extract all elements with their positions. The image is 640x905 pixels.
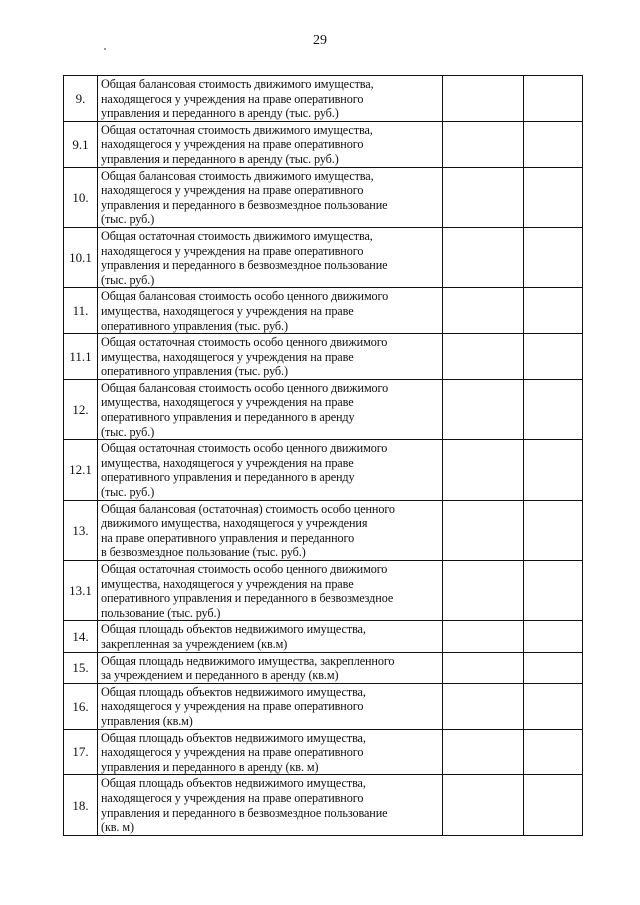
report-table	[63, 75, 583, 836]
value-cell-2	[524, 227, 583, 287]
description-line: движимого имущества, находящегося у учреждения	[101, 516, 368, 531]
description-line: Общая площадь объектов недвижимого имущества,	[101, 684, 366, 699]
description-line: имущества, находящегося у учреждения на праве	[101, 349, 354, 364]
value-cell-1	[443, 167, 524, 227]
value-cell-1	[443, 121, 524, 167]
row-description	[98, 561, 443, 621]
row-number: 11.1	[64, 334, 98, 380]
value-cell-2	[524, 621, 583, 652]
value-cell-1	[443, 288, 524, 334]
table-row	[64, 621, 583, 652]
row-number: 17.	[64, 729, 98, 775]
description-line: в безвозмездное пользование (тыс. руб.)	[101, 545, 306, 560]
value-cell-2	[524, 440, 583, 500]
table-row	[64, 76, 583, 122]
value-cell-2	[524, 561, 583, 621]
description-line: управления и переданного в аренду (тыс. руб.)	[101, 151, 339, 166]
description-line: (тыс. руб.)	[101, 272, 155, 287]
value-cell-2	[524, 76, 583, 122]
row-description	[98, 500, 443, 560]
description-line: Общая балансовая стоимость особо ценного движимого	[101, 380, 389, 395]
value-cell-2	[524, 652, 583, 683]
table-row	[64, 334, 583, 380]
table-row	[64, 729, 583, 775]
value-cell-2	[524, 121, 583, 167]
description-line: имущества, находящегося у учреждения на праве	[101, 576, 354, 591]
description-line: управления и переданного в аренду (тыс. руб.)	[101, 106, 339, 121]
row-description	[98, 440, 443, 500]
value-cell-2	[524, 683, 583, 729]
description-line: управления и переданного в безвозмездное пользование	[101, 258, 388, 273]
table-row	[64, 379, 583, 439]
table-row	[64, 683, 583, 729]
row-description	[98, 621, 443, 652]
description-line: на праве оперативного управления и переданного	[101, 530, 355, 545]
row-number: 13.1	[64, 561, 98, 621]
table-row	[64, 121, 583, 167]
value-cell-1	[443, 621, 524, 652]
description-line: управления и переданного в безвозмездное пользование	[101, 197, 388, 212]
row-description	[98, 729, 443, 775]
description-line: Общая остаточная стоимость движимого имущества,	[101, 122, 373, 137]
table-row	[64, 440, 583, 500]
description-line: Общая площадь объектов недвижимого имущества,	[101, 730, 366, 745]
description-line: (тыс. руб.)	[101, 212, 155, 227]
value-cell-1	[443, 775, 524, 835]
description-line: находящегося у учреждения на праве оперативного	[101, 91, 364, 106]
description-line: Общая балансовая стоимость движимого имущества,	[101, 168, 374, 183]
description-line: находящегося у учреждения на праве оперативного	[101, 183, 364, 198]
description-line: управления и переданного в безвозмездное пользование	[101, 805, 388, 820]
table-row	[64, 227, 583, 287]
value-cell-2	[524, 775, 583, 835]
description-line: оперативного управления и переданного в аренду	[101, 410, 355, 425]
row-number: 11.	[64, 288, 98, 334]
page-number: 29	[313, 33, 327, 48]
row-description	[98, 288, 443, 334]
description-line: Общая остаточная стоимость особо ценного движимого	[101, 335, 388, 350]
description-line: Общая площадь объектов недвижимого имущества,	[101, 776, 366, 791]
description-line: имущества, находящегося у учреждения на праве	[101, 303, 354, 318]
value-cell-1	[443, 683, 524, 729]
description-line: находящегося у учреждения на праве оперативного	[101, 137, 364, 152]
report-table-body	[64, 76, 583, 836]
description-line: закрепленная за учреждением (кв.м)	[101, 636, 288, 651]
table-row	[64, 288, 583, 334]
description-line: Общая балансовая (остаточная) стоимость особо ценного	[101, 501, 395, 516]
value-cell-2	[524, 729, 583, 775]
description-line: (тыс. руб.)	[101, 485, 155, 500]
row-number: 16.	[64, 683, 98, 729]
row-description	[98, 652, 443, 683]
description-line: Общая балансовая стоимость особо ценного движимого	[101, 289, 389, 304]
row-number: 18.	[64, 775, 98, 835]
description-line: оперативного управления и переданного в безвозмездное	[101, 591, 394, 606]
row-number: 9.	[64, 76, 98, 122]
value-cell-2	[524, 167, 583, 227]
row-description	[98, 76, 443, 122]
table-row	[64, 561, 583, 621]
row-description	[98, 379, 443, 439]
description-line: Общая остаточная стоимость особо ценного движимого	[101, 562, 388, 576]
description-line: управления и переданного в аренду (кв. м)	[101, 759, 319, 774]
row-description	[98, 121, 443, 167]
value-cell-1	[443, 76, 524, 122]
row-description	[98, 167, 443, 227]
value-cell-2	[524, 500, 583, 560]
value-cell-2	[524, 334, 583, 380]
description-line: оперативного управления (тыс. руб.)	[101, 318, 288, 333]
row-description	[98, 775, 443, 835]
table-row	[64, 500, 583, 560]
description-line: Общая балансовая стоимость движимого имущества,	[101, 77, 374, 91]
value-cell-1	[443, 334, 524, 380]
description-line: оперативного управления (тыс. руб.)	[101, 364, 288, 379]
row-number: 12.	[64, 379, 98, 439]
description-line: находящегося у учреждения на праве оперативного	[101, 790, 364, 805]
table-row	[64, 167, 583, 227]
description-line: управления (кв.м)	[101, 713, 193, 728]
description-line: находящегося у учреждения на праве оперативного	[101, 243, 364, 258]
description-line: находящегося у учреждения на праве оперативного	[101, 699, 364, 714]
row-number: 13.	[64, 500, 98, 560]
row-number: 10.1	[64, 227, 98, 287]
value-cell-2	[524, 288, 583, 334]
scan-speck	[104, 48, 106, 50]
value-cell-1	[443, 379, 524, 439]
row-description	[98, 683, 443, 729]
value-cell-1	[443, 440, 524, 500]
value-cell-1	[443, 561, 524, 621]
value-cell-2	[524, 379, 583, 439]
description-line: Общая площадь недвижимого имущества, закрепленного	[101, 653, 395, 668]
description-line: (кв. м)	[101, 820, 134, 835]
row-number: 10.	[64, 167, 98, 227]
row-number: 15.	[64, 652, 98, 683]
description-line: Общая остаточная стоимость особо ценного движимого	[101, 441, 388, 456]
row-description	[98, 334, 443, 380]
value-cell-1	[443, 729, 524, 775]
row-number: 12.1	[64, 440, 98, 500]
value-cell-1	[443, 227, 524, 287]
row-number: 14.	[64, 621, 98, 652]
description-line: находящегося у учреждения на праве оперативного	[101, 745, 364, 760]
description-line: имущества, находящегося у учреждения на праве	[101, 455, 354, 470]
row-description	[98, 227, 443, 287]
description-line: за учреждением и переданного в аренду (кв.м)	[101, 668, 339, 683]
description-line: имущества, находящегося у учреждения на праве	[101, 395, 354, 410]
table-row	[64, 652, 583, 683]
description-line: (тыс. руб.)	[101, 424, 155, 439]
table-row	[64, 775, 583, 835]
row-number: 9.1	[64, 121, 98, 167]
description-line: пользование (тыс. руб.)	[101, 605, 221, 620]
description-line: Общая остаточная стоимость движимого имущества,	[101, 228, 373, 243]
value-cell-1	[443, 500, 524, 560]
description-line: Общая площадь объектов недвижимого имущества,	[101, 622, 366, 637]
description-line: оперативного управления и переданного в аренду	[101, 470, 355, 485]
value-cell-1	[443, 652, 524, 683]
